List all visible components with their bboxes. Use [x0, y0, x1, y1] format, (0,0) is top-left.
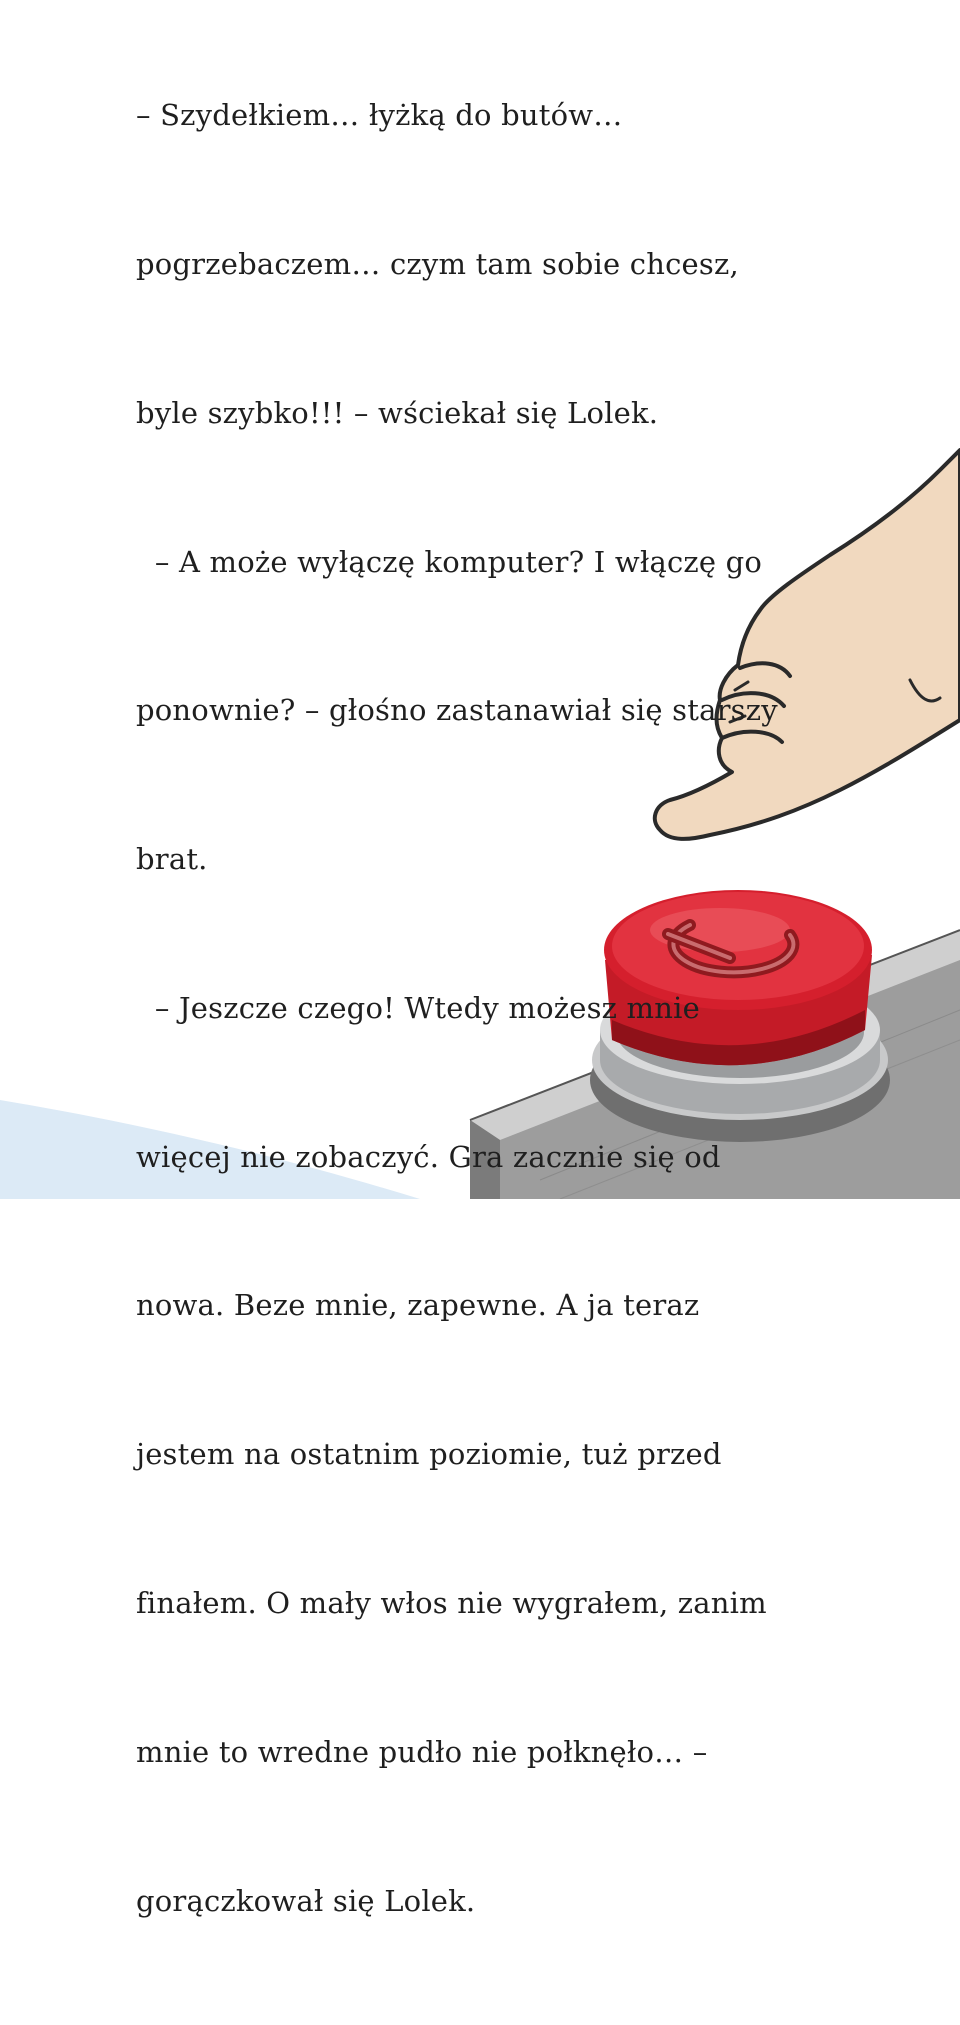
text-line: więcej nie zobaczyć. Gra zacznie się od: [136, 1139, 721, 1174]
text-line: jestem na ostatnim poziomie, tuż przed: [136, 1437, 722, 1472]
text-line: gorączkował się Lolek.: [136, 1883, 476, 1918]
text-line: – A może wyłączę komputer? I włączę go: [136, 544, 763, 579]
text-line: pogrzebaczem… czym tam sobie chcesz,: [136, 246, 739, 281]
text-line: nowa. Beze mnie, zapewne. A ja teraz: [136, 1288, 700, 1323]
text-line: brat.: [136, 842, 208, 877]
text-line: mnie to wredne pudło nie połknęło… –: [136, 1734, 708, 1769]
text-line: finałem. O mały włos nie wygrałem, zanim: [136, 1586, 767, 1620]
text-line: – Jeszcze czego! Wtedy możesz mnie: [136, 990, 700, 1025]
text-line: byle szybko!!! – wściekał się Lolek.: [136, 395, 659, 430]
text-line: ponownie? – głośno zastanawiał się starszy: [136, 693, 778, 728]
text-line: – Szydełkiem… łyżką do butów…: [136, 98, 623, 133]
story-text: [136, 0, 856, 2025]
